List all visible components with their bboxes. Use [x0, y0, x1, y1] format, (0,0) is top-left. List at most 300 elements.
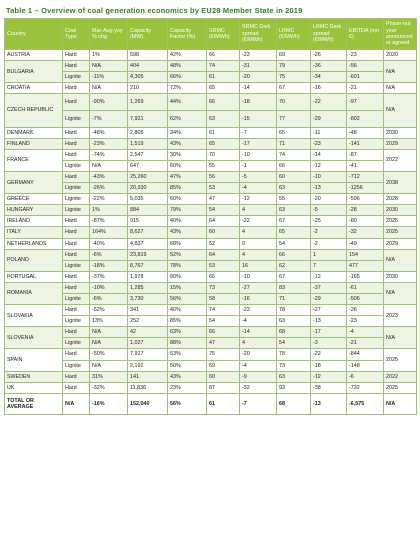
table-cell: Hard: [63, 61, 90, 72]
table-cell: -20: [240, 349, 277, 360]
table-cell: 4: [240, 205, 277, 216]
table-cell: -38: [311, 382, 347, 393]
table-cell: -23: [240, 50, 277, 61]
table-cell: -23: [347, 50, 384, 61]
table-cell: -141: [347, 138, 384, 149]
table-cell: -14: [240, 83, 277, 94]
table-cell: -26%: [90, 183, 128, 194]
table-cell: 72%: [168, 83, 207, 94]
column-header: SRMC Dark spread (€/MWh): [240, 19, 277, 50]
table-cell: 74: [277, 149, 311, 160]
table-cell: 70: [207, 149, 240, 160]
table-cell: Hard: [63, 305, 90, 316]
table-cell: Lignite: [63, 338, 90, 349]
table-cell: 25,260: [128, 171, 168, 182]
table-cell: -26: [311, 50, 347, 61]
table-cell: -10: [240, 271, 277, 282]
country-cell: SLOVENIA: [5, 327, 63, 349]
table-cell: -32%: [90, 382, 128, 393]
column-header: Phase-out year announced or agreed: [384, 19, 417, 50]
table-cell: N/A: [90, 338, 128, 349]
table-cell: 42: [128, 327, 168, 338]
table-body: [5, 50, 417, 394]
table-row: [5, 293, 417, 304]
phase-out-cell: 2025: [384, 216, 417, 227]
table-cell: 23,819: [128, 249, 168, 260]
table-cell: Hard: [63, 50, 90, 61]
table-cell: 88%: [168, 338, 207, 349]
table-cell: -4: [347, 327, 384, 338]
table-cell: -4: [240, 360, 277, 371]
table-cell: 50%: [168, 360, 207, 371]
table-cell: -29: [311, 293, 347, 304]
table-cell: 63: [277, 316, 311, 327]
phase-out-cell: N/A: [384, 61, 417, 83]
table-cell: 48%: [168, 61, 207, 72]
table-cell: 61: [207, 72, 240, 83]
total-cell: 61: [207, 393, 240, 414]
table-cell: -21: [347, 83, 384, 94]
table-row: [5, 216, 417, 227]
phase-out-cell: 2028: [384, 194, 417, 205]
table-cell: 74: [207, 61, 240, 72]
table-cell: 4,837: [128, 238, 168, 249]
country-cell: IRELAND: [5, 216, 63, 227]
table-title: Table 1 – Overview of coal generation economics by EU28 Member State in 2019: [6, 6, 303, 15]
table-cell: 8,767: [128, 260, 168, 271]
table-cell: Hard: [63, 138, 90, 149]
table-cell: 75: [207, 349, 240, 360]
phase-out-cell: 2022: [384, 371, 417, 382]
table-cell: 63: [277, 371, 311, 382]
table-cell: Lignite: [63, 160, 90, 171]
phase-out-cell: 2029: [384, 138, 417, 149]
phase-out-cell: 2025: [384, 382, 417, 393]
table-cell: -37: [311, 282, 347, 293]
country-cell: ROMANIA: [5, 282, 63, 304]
table-cell: -26: [347, 305, 384, 316]
table-cell: 47%: [168, 171, 207, 182]
table-cell: 78: [277, 349, 311, 360]
table-cell: 67: [277, 216, 311, 227]
country-cell: CROATIA: [5, 83, 63, 94]
table-cell: -5: [311, 205, 347, 216]
country-cell: SPAIN: [5, 349, 63, 371]
table-cell: -23%: [90, 138, 128, 149]
table-row: [5, 110, 417, 127]
table-cell: Hard: [63, 371, 90, 382]
table-row: [5, 205, 417, 216]
table-cell: 1,978: [128, 271, 168, 282]
table-cell: 60%: [168, 194, 207, 205]
country-cell: GREECE: [5, 194, 63, 205]
table-cell: -844: [347, 349, 384, 360]
table-cell: 1%: [90, 205, 128, 216]
table-cell: -49: [347, 238, 384, 249]
phase-out-cell: 2025: [384, 227, 417, 238]
table-cell: 7,917: [128, 349, 168, 360]
table-cell: 7: [311, 260, 347, 271]
table-cell: Hard: [63, 94, 90, 111]
table-cell: 79: [277, 61, 311, 72]
table-row: [5, 183, 417, 194]
phase-out-cell: 2022: [384, 149, 417, 171]
table-cell: Hard: [63, 327, 90, 338]
table-row: [5, 127, 417, 138]
table-cell: 77: [277, 110, 311, 127]
table-cell: -41: [347, 160, 384, 171]
table-cell: 1: [311, 249, 347, 260]
table-cell: 54: [207, 316, 240, 327]
table-cell: -50%: [90, 349, 128, 360]
table-cell: 66: [207, 50, 240, 61]
table-row: [5, 238, 417, 249]
table-cell: 42%: [168, 50, 207, 61]
table-cell: 75: [277, 72, 311, 83]
table-cell: 67: [277, 83, 311, 94]
table-cell: -596: [347, 194, 384, 205]
table-cell: 44%: [168, 94, 207, 111]
phase-out-cell: 2029: [384, 238, 417, 249]
table-cell: 53: [207, 260, 240, 271]
country-cell: NETHERLANDS: [5, 238, 63, 249]
table-row: [5, 360, 417, 371]
country-cell: ITALY: [5, 227, 63, 238]
table-row: [5, 282, 417, 293]
table-cell: 83: [277, 282, 311, 293]
table-cell: 59: [207, 360, 240, 371]
table-cell: 13%: [90, 316, 128, 327]
table-cell: 43%: [168, 138, 207, 149]
table-cell: 40%: [168, 216, 207, 227]
table-cell: -6%: [90, 249, 128, 260]
table-cell: Hard: [63, 83, 90, 94]
table-cell: 53%: [168, 349, 207, 360]
table-cell: 5,035: [128, 194, 168, 205]
table-cell: 65: [207, 138, 240, 149]
table-cell: 60%: [168, 160, 207, 171]
table-cell: 16: [240, 260, 277, 271]
table-row: [5, 316, 417, 327]
phase-out-cell: N/A: [384, 249, 417, 271]
table-cell: -18%: [90, 260, 128, 271]
table-cell: Hard: [63, 171, 90, 182]
table-cell: 61: [207, 127, 240, 138]
table-cell: 85%: [168, 316, 207, 327]
table-cell: 31%: [90, 371, 128, 382]
table-cell: 80%: [168, 271, 207, 282]
table-cell: -13: [311, 316, 347, 327]
table-cell: -34: [311, 72, 347, 83]
table-cell: Hard: [63, 249, 90, 260]
column-header: Country: [5, 19, 63, 50]
country-cell: DENMARK: [5, 127, 63, 138]
table-cell: 63: [207, 110, 240, 127]
table-cell: -11%: [90, 72, 128, 83]
table-cell: -15: [240, 110, 277, 127]
country-cell: GERMANY: [5, 171, 63, 193]
table-cell: -29: [311, 110, 347, 127]
total-cell: 68: [277, 393, 311, 414]
table-cell: 78: [277, 305, 311, 316]
table-row: [5, 227, 417, 238]
table-cell: 4: [240, 227, 277, 238]
phase-out-cell: 2030: [384, 127, 417, 138]
table-cell: 65: [207, 83, 240, 94]
table-cell: N/A: [90, 160, 128, 171]
table-cell: -3: [311, 338, 347, 349]
table-cell: -7: [240, 127, 277, 138]
table-cell: -2: [311, 227, 347, 238]
table-row: [5, 138, 417, 149]
table-cell: -21: [347, 338, 384, 349]
total-cell: -7: [240, 393, 277, 414]
table-cell: 43%: [168, 371, 207, 382]
table-cell: Hard: [63, 216, 90, 227]
table-cell: 30%: [168, 149, 207, 160]
table-cell: 34%: [168, 127, 207, 138]
table-cell: 66%: [168, 72, 207, 83]
table-cell: Lignite: [63, 194, 90, 205]
table-cell: 3,730: [128, 293, 168, 304]
table-cell: -506: [347, 293, 384, 304]
table-cell: -48%: [90, 127, 128, 138]
table-cell: 915: [128, 216, 168, 227]
table-cell: 65: [277, 227, 311, 238]
total-cell: -6,575: [347, 393, 384, 414]
table-cell: -32: [347, 227, 384, 238]
total-cell: -16%: [90, 393, 128, 414]
phase-out-cell: 2020: [384, 50, 417, 61]
table-cell: 93: [277, 382, 311, 393]
total-cell: 152,040: [128, 393, 168, 414]
table-cell: -20: [311, 194, 347, 205]
table-row: [5, 260, 417, 271]
table-cell: -18: [311, 360, 347, 371]
table-cell: 58: [207, 293, 240, 304]
table-cell: 4,305: [128, 72, 168, 83]
table-cell: 43%: [168, 227, 207, 238]
column-header: Capacity Factor (%): [168, 19, 207, 50]
table-cell: 63: [277, 205, 311, 216]
table-cell: -17: [311, 327, 347, 338]
table-cell: 154: [347, 249, 384, 260]
table-cell: 141: [128, 371, 168, 382]
table-cell: 62%: [168, 110, 207, 127]
table-cell: Lignite: [63, 205, 90, 216]
table-cell: -80: [347, 216, 384, 227]
table-cell: -37%: [90, 271, 128, 282]
table-cell: 56: [207, 171, 240, 182]
table-cell: 20,930: [128, 183, 168, 194]
table-cell: -4: [240, 183, 277, 194]
table-cell: -14: [240, 327, 277, 338]
table-cell: -148: [347, 360, 384, 371]
table-cell: 68: [277, 327, 311, 338]
table-row: [5, 194, 417, 205]
table-cell: 404: [128, 61, 168, 72]
table-cell: 341: [128, 305, 168, 316]
table-cell: 1,269: [128, 94, 168, 111]
table-cell: -22: [240, 216, 277, 227]
table-cell: 54: [207, 205, 240, 216]
table-cell: Lignite: [63, 316, 90, 327]
table-cell: -40%: [90, 238, 128, 249]
table-cell: 164%: [90, 227, 128, 238]
table-cell: 52: [207, 238, 240, 249]
table-cell: 54: [277, 238, 311, 249]
country-cell: HUNGARY: [5, 205, 63, 216]
table-cell: 598: [128, 50, 168, 61]
table-cell: 66: [277, 249, 311, 260]
table-cell: 66: [277, 160, 311, 171]
table-row: [5, 72, 417, 83]
header-row: [5, 19, 417, 50]
table-cell: 647: [128, 160, 168, 171]
table-cell: 56%: [168, 293, 207, 304]
table-cell: 477: [347, 260, 384, 271]
table-cell: -87%: [90, 216, 128, 227]
table-cell: 63: [277, 183, 311, 194]
table-cell: -17: [240, 138, 277, 149]
table-cell: 884: [128, 205, 168, 216]
table-cell: -10%: [90, 282, 128, 293]
table-cell: 47: [207, 194, 240, 205]
table-cell: 73: [277, 360, 311, 371]
table-cell: 74: [207, 305, 240, 316]
country-cell: POLAND: [5, 249, 63, 271]
table-cell: 66: [207, 94, 240, 111]
table-row: [5, 327, 417, 338]
table-cell: Lignite: [63, 183, 90, 194]
table-cell: -14: [311, 149, 347, 160]
table-cell: 4: [240, 249, 277, 260]
table-cell: -48: [347, 127, 384, 138]
total-cell: N/A: [63, 393, 90, 414]
table-cell: 252: [128, 316, 168, 327]
table-cell: 4: [240, 338, 277, 349]
table-row: [5, 338, 417, 349]
table-row: [5, 160, 417, 171]
table-cell: -43%: [90, 171, 128, 182]
table-cell: -7%: [90, 110, 128, 127]
country-cell: BULGARIA: [5, 61, 63, 83]
table-cell: 23%: [168, 382, 207, 393]
table-cell: 68%: [168, 238, 207, 249]
table-cell: Lignite: [63, 260, 90, 271]
table-cell: 69: [277, 50, 311, 61]
country-cell: CZECH REPUBLIC: [5, 94, 63, 127]
table-cell: -12: [311, 271, 347, 282]
table-cell: 79%: [168, 205, 207, 216]
column-header: LRMC Dark spread (€/MWh): [311, 19, 347, 50]
table-cell: 0: [240, 238, 277, 249]
table-cell: -31: [240, 61, 277, 72]
table-cell: 63%: [168, 327, 207, 338]
table-cell: 66: [207, 271, 240, 282]
table-cell: 62: [277, 260, 311, 271]
coal-economics-table: [4, 18, 417, 415]
table-cell: -23: [240, 305, 277, 316]
table-cell: 65: [277, 127, 311, 138]
table-cell: -16: [311, 83, 347, 94]
table-cell: Hard: [63, 349, 90, 360]
table-cell: 11,836: [128, 382, 168, 393]
table-cell: Hard: [63, 271, 90, 282]
table-cell: Hard: [63, 227, 90, 238]
table-cell: -5: [240, 171, 277, 182]
table-row: [5, 149, 417, 160]
table-row: [5, 382, 417, 393]
table-row: [5, 305, 417, 316]
phase-out-cell: 2030: [384, 205, 417, 216]
table-cell: -74%: [90, 149, 128, 160]
table-cell: -2: [311, 238, 347, 249]
column-header: Mar-Aug yoy % chg.: [90, 19, 128, 50]
table-cell: 210: [128, 83, 168, 94]
total-cell: 56%: [168, 393, 207, 414]
table-cell: N/A: [90, 327, 128, 338]
table-row: [5, 349, 417, 360]
total-cell: -13: [311, 393, 347, 414]
table-cell: 15%: [168, 282, 207, 293]
table-cell: -6: [347, 371, 384, 382]
total-row: [5, 393, 417, 414]
phase-out-cell: N/A: [384, 327, 417, 349]
table-cell: -1256: [347, 183, 384, 194]
country-cell: SWEDEN: [5, 371, 63, 382]
table-cell: -20: [240, 72, 277, 83]
table-cell: 71: [277, 138, 311, 149]
table-cell: 2,805: [128, 127, 168, 138]
table-cell: N/A: [90, 61, 128, 72]
country-cell: UK: [5, 382, 63, 393]
country-cell: AUSTRIA: [5, 50, 63, 61]
table-cell: -25: [311, 216, 347, 227]
table-cell: 54: [277, 338, 311, 349]
country-cell: SLOVAKIA: [5, 305, 63, 327]
table-cell: -22: [311, 349, 347, 360]
table-cell: 47: [207, 338, 240, 349]
table-cell: -36: [311, 61, 347, 72]
phase-out-cell: 2023: [384, 305, 417, 327]
table-cell: -23: [347, 316, 384, 327]
table-cell: -56: [347, 61, 384, 72]
table-cell: 1,027: [128, 338, 168, 349]
table-cell: -802: [347, 110, 384, 127]
total-label: TOTAL OR AVERAGE: [5, 393, 63, 414]
column-header: Coal Type: [63, 19, 90, 50]
table-cell: Lignite: [63, 110, 90, 127]
table-cell: -10: [240, 149, 277, 160]
table-cell: 1,519: [128, 138, 168, 149]
table-cell: 71: [277, 293, 311, 304]
total-cell: N/A: [384, 393, 417, 414]
table-cell: 70: [277, 94, 311, 111]
table-cell: -601: [347, 72, 384, 83]
table-cell: 55: [277, 194, 311, 205]
table-cell: Hard: [63, 382, 90, 393]
table-cell: -22: [311, 94, 347, 111]
table-cell: -4: [240, 316, 277, 327]
phase-out-cell: 2038: [384, 171, 417, 193]
table-cell: 7,921: [128, 110, 168, 127]
phase-out-cell: N/A: [384, 282, 417, 304]
table-cell: N/A: [90, 83, 128, 94]
table-cell: -12: [311, 160, 347, 171]
table-cell: -13: [311, 183, 347, 194]
table-cell: -6%: [90, 293, 128, 304]
